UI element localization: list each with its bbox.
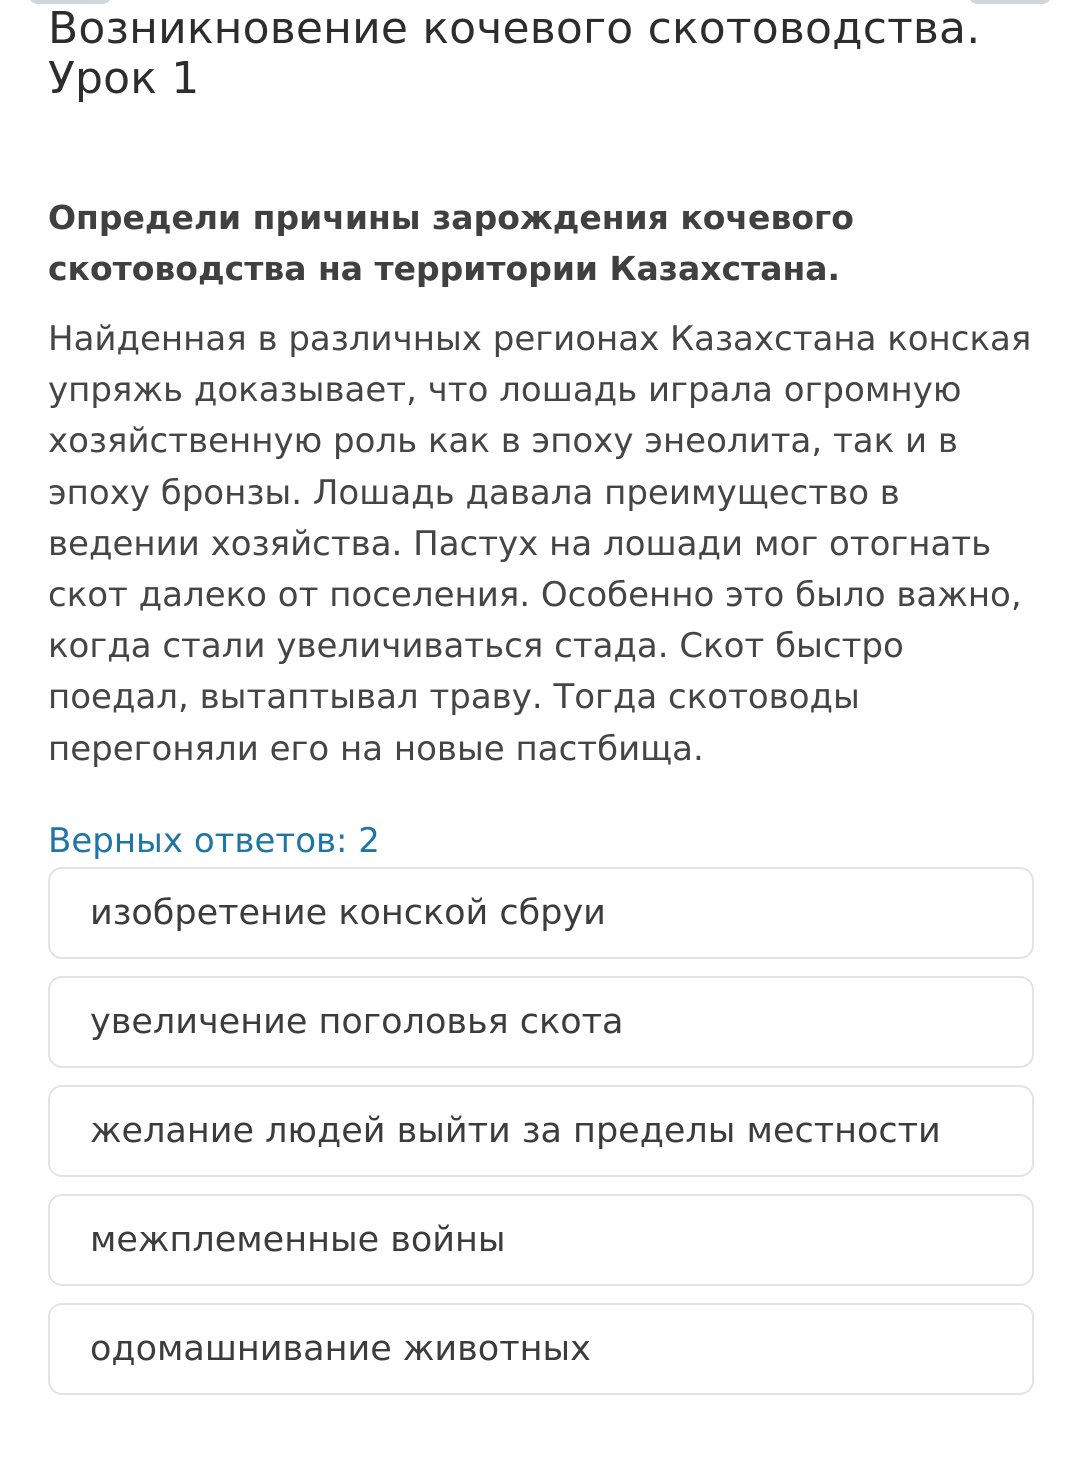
question-text: Определи причины зарождения кочевого скотоводства на территории Казахстана. <box>48 198 854 288</box>
question-passage: Найденная в различных регионах Казахстана конская упряжь доказывает, что лошадь играла огромную хозяйственную роль как в эпоху энеолита, так и в эпоху бронзы. Лошадь давала преимущество в ведении хозяйства. Пастух на лошади мог отогнать скот далеко от поселения. Особенно это было важно, когда стали увеличиваться стада. Скот быстро поедал, вытаптывал траву. Тогда скотоводы перегоняли его на новые пастбища. <box>48 319 1032 769</box>
lesson-page <box>48 0 1038 1412</box>
lesson-title: Возникновение кочевого скотоводства. Урок 1 <box>48 3 981 104</box>
answer-option-label: увеличение поголовья скота <box>90 1001 624 1042</box>
answer-option-domestication[interactable] <box>48 1303 1034 1395</box>
answer-option-horse-harness[interactable] <box>48 867 1034 959</box>
answer-option-livestock-growth[interactable] <box>48 976 1034 1068</box>
answer-option-label: межплеменные войны <box>90 1219 506 1260</box>
correct-answers-count: Верных ответов: 2 <box>48 820 380 861</box>
answer-option-label: изобретение конской сбруи <box>90 892 606 933</box>
answer-option-intertribal-wars[interactable] <box>48 1194 1034 1286</box>
answer-option-label: желание людей выйти за пределы местности <box>90 1110 941 1151</box>
answer-option-leave-area[interactable] <box>48 1085 1034 1177</box>
answer-options <box>48 867 1034 1395</box>
answer-option-label: одомашнивание животных <box>90 1328 591 1369</box>
